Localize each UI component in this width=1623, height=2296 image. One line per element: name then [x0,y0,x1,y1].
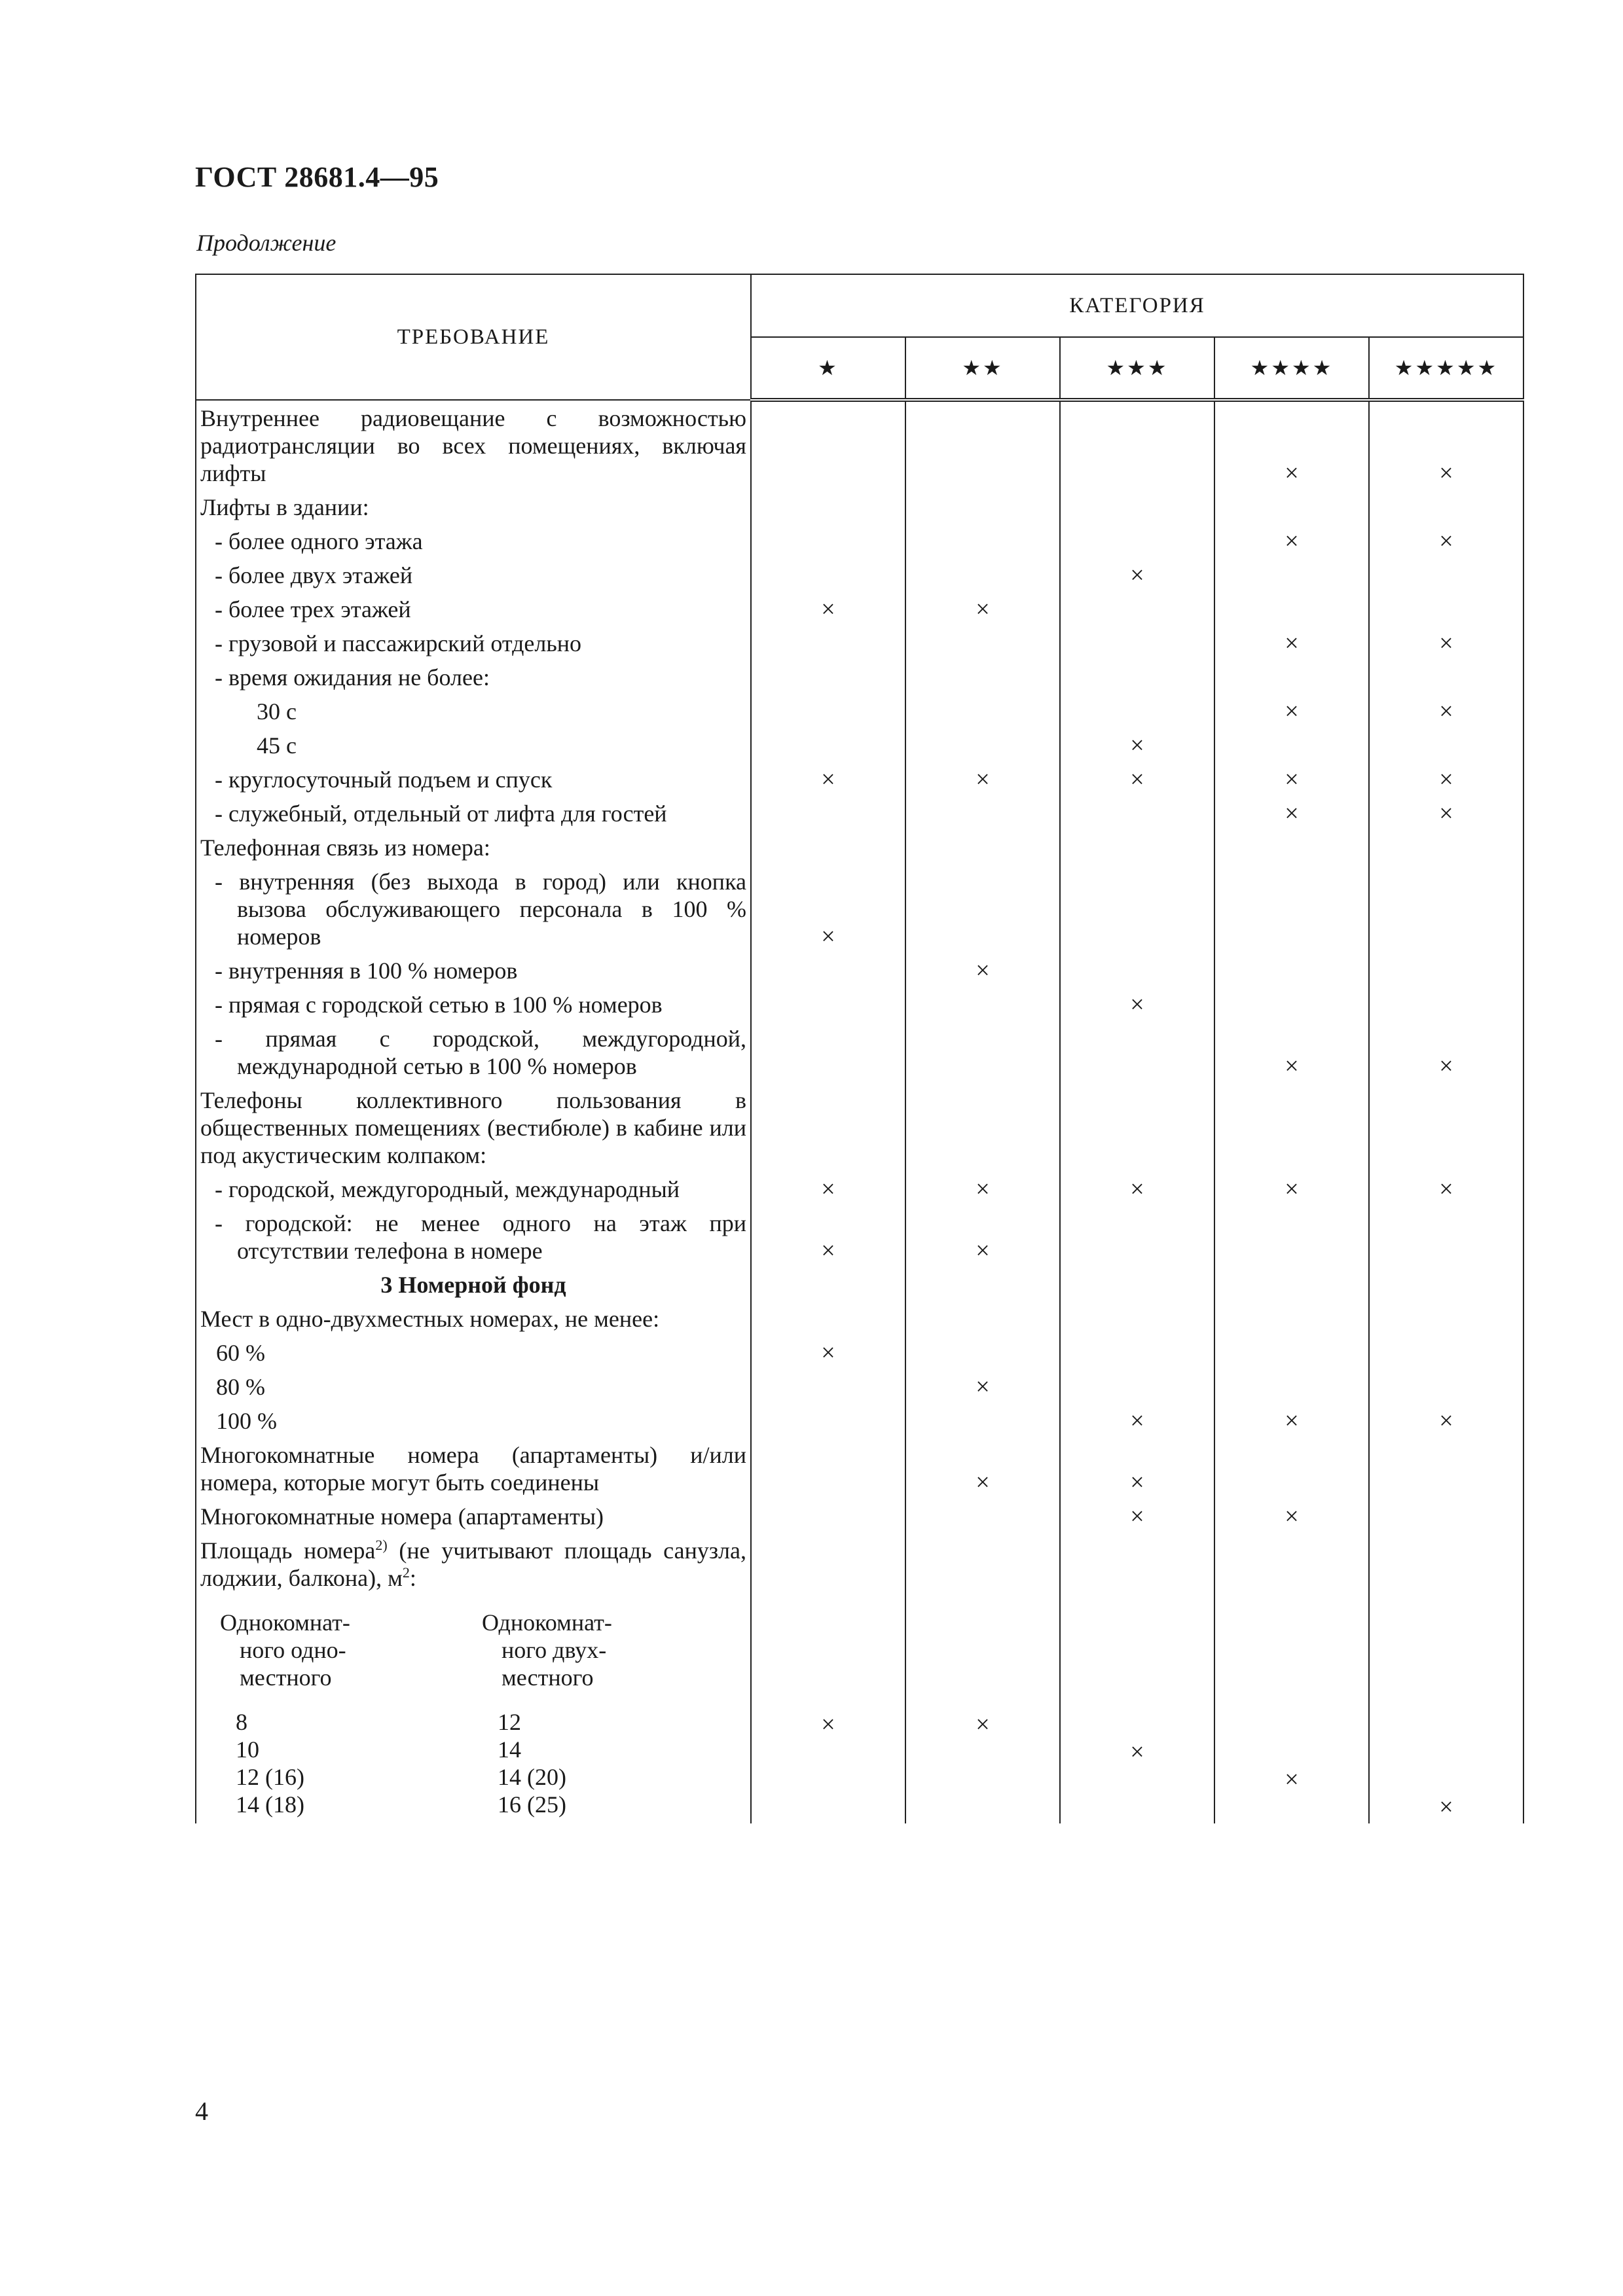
category-5-mark [1369,1301,1523,1335]
table-row [196,1267,1523,1301]
category-5-mark: × [1369,1172,1523,1206]
area-mark-line: × [1130,1738,1144,1766]
category-5-mark [1369,953,1523,987]
area-values-row-2 [200,1763,746,1791]
category-1-mark: × [751,1172,905,1206]
requirement-text: Телефоны коллективного пользования в общественных помещениях (вестибюле) в кабине или под акустическим колпаком: [196,1083,751,1172]
area-mark-line [1215,1738,1368,1766]
category-2-mark [905,400,1060,490]
area-marks-cat-4 [1214,1533,1369,1823]
area-col-single-l2: ного одно- [240,1637,346,1663]
area-col-single [220,1609,482,1691]
requirement-text: 45 с [196,728,751,762]
category-3-mark [1060,1369,1214,1403]
category-4-mark [1214,1206,1369,1267]
category-2-mark [905,660,1060,694]
category-3-mark [1060,1206,1214,1267]
area-double-value: 14 [498,1736,521,1763]
category-2-mark [905,796,1060,830]
area-cell [196,1533,751,1823]
header-stars-4: ★★★★ [1214,337,1369,400]
requirement-text: 80 % [196,1369,751,1403]
requirement-text: - круглосуточный подъем и спуск [196,762,751,796]
header-category: КАТЕГОРИЯ [751,274,1523,337]
category-2-mark [905,864,1060,953]
category-2-mark [905,626,1060,660]
category-1-mark [751,1437,905,1499]
category-4-mark [1214,592,1369,626]
area-mark-line [752,1738,905,1766]
area-mark-line [1215,1711,1368,1738]
table-row [196,796,1523,830]
category-2-mark [905,1301,1060,1335]
category-2-mark [905,1021,1060,1083]
category-2-mark [905,1403,1060,1437]
category-3-mark [1060,524,1214,558]
header-requirement: ТРЕБОВАНИЕ [196,274,751,400]
category-5-mark: × [1369,762,1523,796]
requirement-text: - грузовой и пассажирский отдельно [196,626,751,660]
category-1-mark [751,1403,905,1437]
requirement-text: Внутреннее радиовещание с возможностью радиотрансляции во всех помещениях, включая лифты [196,400,751,490]
category-4-mark [1214,1083,1369,1172]
category-4-mark [1214,1369,1369,1403]
category-3-mark [1060,1335,1214,1369]
category-1-mark [751,987,905,1021]
category-2-mark: × [905,953,1060,987]
category-5-mark: × [1369,796,1523,830]
area-double-value: 16 (25) [498,1791,566,1818]
category-5-mark [1369,728,1523,762]
category-3-mark [1060,592,1214,626]
requirement-text: - более одного этажа [196,524,751,558]
table-row [196,694,1523,728]
requirement-text: 100 % [196,1403,751,1437]
category-5-mark [1369,490,1523,524]
area-mark-line [752,1793,905,1821]
requirement-text: - более двух этажей [196,558,751,592]
category-2-mark [905,1083,1060,1172]
category-1-mark [751,1267,905,1301]
category-4-mark [1214,558,1369,592]
area-mark-line [1370,1711,1523,1738]
category-3-mark [1060,1083,1214,1172]
table-row [196,1369,1523,1403]
category-5-mark [1369,864,1523,953]
table-header [196,274,1523,400]
table-row [196,1206,1523,1267]
header-stars-2: ★★ [905,337,1060,400]
category-5-mark [1369,558,1523,592]
area-mark-line [1061,1793,1214,1821]
category-1-mark [751,1083,905,1172]
table-row [196,524,1523,558]
category-4-mark [1214,864,1369,953]
footnote-2: 2) [375,1537,388,1553]
category-3-mark: × [1060,558,1214,592]
category-5-mark: × [1369,694,1523,728]
area-single-value: 12 (16) [236,1764,304,1790]
category-4-mark [1214,830,1369,864]
requirement-text: - время ожидания не более: [196,660,751,694]
category-4-mark: × [1214,796,1369,830]
category-5-mark: × [1369,1021,1523,1083]
category-5-mark: × [1369,1403,1523,1437]
category-5-mark [1369,1267,1523,1301]
category-1-mark: × [751,762,905,796]
area-mark-line [1215,1793,1368,1821]
category-3-mark [1060,490,1214,524]
header-stars-1: ★ [751,337,905,400]
category-4-mark: × [1214,694,1369,728]
category-5-mark [1369,1369,1523,1403]
area-marks-cat-1 [751,1533,905,1823]
category-3-mark: × [1060,1499,1214,1533]
category-4-mark [1214,728,1369,762]
table-row [196,558,1523,592]
category-4-mark [1214,1335,1369,1369]
category-4-mark [1214,490,1369,524]
requirement-text: 3 Номерной фонд [196,1267,751,1301]
header-stars-5: ★★★★★ [1369,337,1523,400]
requirement-text: - прямая с городской, междугородной, международной сетью в 100 % номеров [196,1021,751,1083]
category-3-mark: × [1060,1403,1214,1437]
category-2-mark [905,694,1060,728]
category-1-mark [751,524,905,558]
category-3-mark: × [1060,987,1214,1021]
area-mark-line [1370,1738,1523,1766]
category-4-mark: × [1214,626,1369,660]
requirement-text: - городской, междугородный, международный [196,1172,751,1206]
category-2-mark [905,1335,1060,1369]
area-mark-line [906,1793,1059,1821]
requirement-text: Многокомнатные номера (апартаменты) и/или номера, которые могут быть соединены [196,1437,751,1499]
category-1-mark [751,490,905,524]
continuation-label: Продолжение [196,230,337,256]
area-col-double-l3: местного [501,1664,594,1691]
category-3-mark [1060,830,1214,864]
requirement-text: - городской: не менее одного на этаж при отсутствии телефона в номере [196,1206,751,1267]
category-4-mark: × [1214,1403,1369,1437]
requirement-text: - внутренняя в 100 % номеров [196,953,751,987]
category-3-mark: × [1060,1437,1214,1499]
requirement-text: - служебный, отдельный от лифта для гостей [196,796,751,830]
category-3-mark [1060,400,1214,490]
category-2-mark [905,830,1060,864]
category-3-mark [1060,660,1214,694]
category-4-mark: × [1214,524,1369,558]
category-1-mark [751,1301,905,1335]
area-values-row-3 [200,1791,746,1818]
area-single-value: 14 (18) [236,1791,304,1818]
table-body [196,400,1523,1823]
area-values-row-0 [200,1708,746,1736]
table-row [196,1335,1523,1369]
table-row [196,660,1523,694]
requirement-text: Многокомнатные номера (апартаменты) [196,1499,751,1533]
area-mark-line: × [821,1711,835,1738]
category-3-mark: × [1060,762,1214,796]
category-3-mark [1060,953,1214,987]
category-1-mark [751,796,905,830]
table-row [196,830,1523,864]
category-2-mark [905,490,1060,524]
category-1-mark [751,1499,905,1533]
category-1-mark [751,1369,905,1403]
category-2-mark [905,524,1060,558]
area-col-double-l2: ного двух- [501,1637,607,1663]
area-title [200,1537,746,1592]
table-row [196,1301,1523,1335]
area-mark-line: × [1285,1766,1299,1793]
area-values-row-1 [200,1736,746,1763]
category-4-mark: × [1214,1172,1369,1206]
page-number: 4 [195,2096,208,2126]
category-4-mark [1214,1301,1369,1335]
area-single-value: 8 [236,1709,247,1735]
table-row [196,1021,1523,1083]
area-col-double-l1: Однокомнат- [482,1609,612,1636]
category-2-mark [905,1267,1060,1301]
category-5-mark: × [1369,400,1523,490]
category-5-mark: × [1369,524,1523,558]
category-1-mark [751,660,905,694]
requirements-table [195,274,1524,1823]
category-1-mark: × [751,592,905,626]
table-row [196,592,1523,626]
category-5-mark [1369,830,1523,864]
category-2-mark [905,1499,1060,1533]
category-5-mark [1369,1437,1523,1499]
area-mark-line [1061,1711,1214,1738]
category-5-mark [1369,987,1523,1021]
category-3-mark [1060,1021,1214,1083]
requirement-text: 60 % [196,1335,751,1369]
category-2-mark [905,728,1060,762]
area-unit-sup: 2 [402,1564,410,1581]
table-row [196,1083,1523,1172]
requirement-text: Телефонная связь из номера: [196,830,751,864]
requirement-text: - прямая с городской сетью в 100 % номеров [196,987,751,1021]
category-4-mark: × [1214,1021,1369,1083]
category-4-mark [1214,660,1369,694]
category-1-mark [751,558,905,592]
table-row [196,953,1523,987]
requirement-text: - внутренняя (без выхода в город) или кнопка вызова обслуживающего персонала в 100 % номеров [196,864,751,953]
table-row [196,728,1523,762]
category-2-mark: × [905,762,1060,796]
table-row [196,1437,1523,1499]
area-text-2: (не учитывают площадь санузла, лоджии, балкона), м [200,1537,746,1591]
area-column-headers [200,1609,746,1691]
area-double-value: 14 (20) [498,1764,566,1790]
header-stars-3: ★★★ [1060,337,1214,400]
category-1-mark [751,626,905,660]
category-5-mark: × [1369,626,1523,660]
category-3-mark [1060,626,1214,660]
area-col-single-l3: местного [240,1664,332,1691]
area-mark-line [1370,1766,1523,1793]
category-4-mark [1214,1267,1369,1301]
category-1-mark [751,728,905,762]
category-1-mark [751,953,905,987]
category-5-mark [1369,1335,1523,1369]
category-3-mark [1060,864,1214,953]
area-mark-line [906,1766,1059,1793]
category-2-mark: × [905,1369,1060,1403]
category-1-mark: × [751,1335,905,1369]
category-1-mark: × [751,864,905,953]
category-3-mark: × [1060,1172,1214,1206]
category-2-mark [905,987,1060,1021]
area-single-value: 10 [236,1736,259,1763]
table-row-area [196,1533,1523,1823]
area-marks-cat-3 [1060,1533,1214,1823]
category-1-mark [751,694,905,728]
area-mark-line [1061,1766,1214,1793]
category-4-mark: × [1214,400,1369,490]
requirement-text: 30 с [196,694,751,728]
category-4-mark [1214,987,1369,1021]
requirement-text: Мест в одно-двухместных номерах, не менее: [196,1301,751,1335]
table-row [196,987,1523,1021]
category-2-mark: × [905,592,1060,626]
area-col-single-l1: Однокомнат- [220,1609,350,1636]
area-text-1: Площадь номера [200,1537,376,1564]
category-1-mark [751,830,905,864]
area-marks-cat-5 [1369,1533,1523,1823]
category-3-mark [1060,1267,1214,1301]
table-row [196,626,1523,660]
area-double-value: 12 [498,1709,521,1735]
category-2-mark: × [905,1172,1060,1206]
category-3-mark: × [1060,728,1214,762]
document-title: ГОСТ 28681.4—95 [195,161,439,193]
category-3-mark [1060,1301,1214,1335]
category-5-mark [1369,1206,1523,1267]
category-1-mark [751,1021,905,1083]
requirement-text: Лифты в здании: [196,490,751,524]
table-row [196,400,1523,490]
category-5-mark [1369,1499,1523,1533]
category-2-mark [905,558,1060,592]
category-5-mark [1369,592,1523,626]
requirement-text: - более трех этажей [196,592,751,626]
category-1-mark [751,400,905,490]
table-row [196,864,1523,953]
category-4-mark: × [1214,1499,1369,1533]
area-text-3: : [409,1565,416,1591]
category-4-mark: × [1214,762,1369,796]
table-row [196,1499,1523,1533]
category-5-mark [1369,1083,1523,1172]
area-marks-cat-2 [905,1533,1060,1823]
area-mark-line [906,1738,1059,1766]
category-2-mark: × [905,1206,1060,1267]
table-row [196,1403,1523,1437]
area-mark-line [752,1766,905,1793]
table-row [196,762,1523,796]
category-4-mark [1214,953,1369,987]
area-col-double [482,1609,731,1691]
category-4-mark [1214,1437,1369,1499]
category-5-mark [1369,660,1523,694]
category-3-mark [1060,796,1214,830]
category-2-mark: × [905,1437,1060,1499]
table-row [196,490,1523,524]
area-mark-line: × [976,1711,990,1738]
category-3-mark [1060,694,1214,728]
category-1-mark: × [751,1206,905,1267]
area-mark-line: × [1439,1793,1453,1821]
table-row [196,1172,1523,1206]
